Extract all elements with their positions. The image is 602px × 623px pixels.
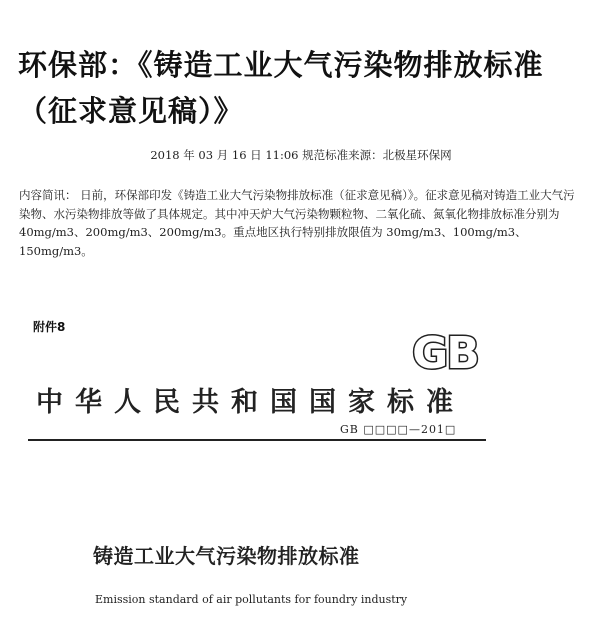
article-headline: 环保部：《铸造工业大气污染物排放标准（征求意见稿）》 [18,48,544,128]
gb-logo-icon [400,330,490,374]
standard-title-cn: 铸造工业大气污染物排放标准 [93,544,360,568]
standard-code: GB □□□□—201□ [340,423,457,436]
standard-title-en: Emission standard of air pollutants for foundry industry [95,593,408,606]
gb-logo-text: GB [412,330,478,374]
attachment-label: 附件8 [33,320,66,334]
divider-rule [28,439,486,441]
national-standard-heading: 中华人民共和国国家标准 [36,387,465,418]
article-summary: 内容简讯： 日前，环保部印发《铸造工业大气污染物排放标准（征求意见稿）》。征求意见稿对铸造工业大气污染物、水污染物排放等做了具体规定。其中冲天炉大气污染物颗粒物、二氧化硫、氮氧化物排放标准分别为 40mg/m3、200mg/m3、200mg/m3。重点地区执行特别排放限值为 30mg/m3、100mg/m3、150mg/m3。 [19,188,575,258]
article-meta: 2018 年 03 月 16 日 11:06 规范标准来源：北极星环保网 [150,148,452,162]
